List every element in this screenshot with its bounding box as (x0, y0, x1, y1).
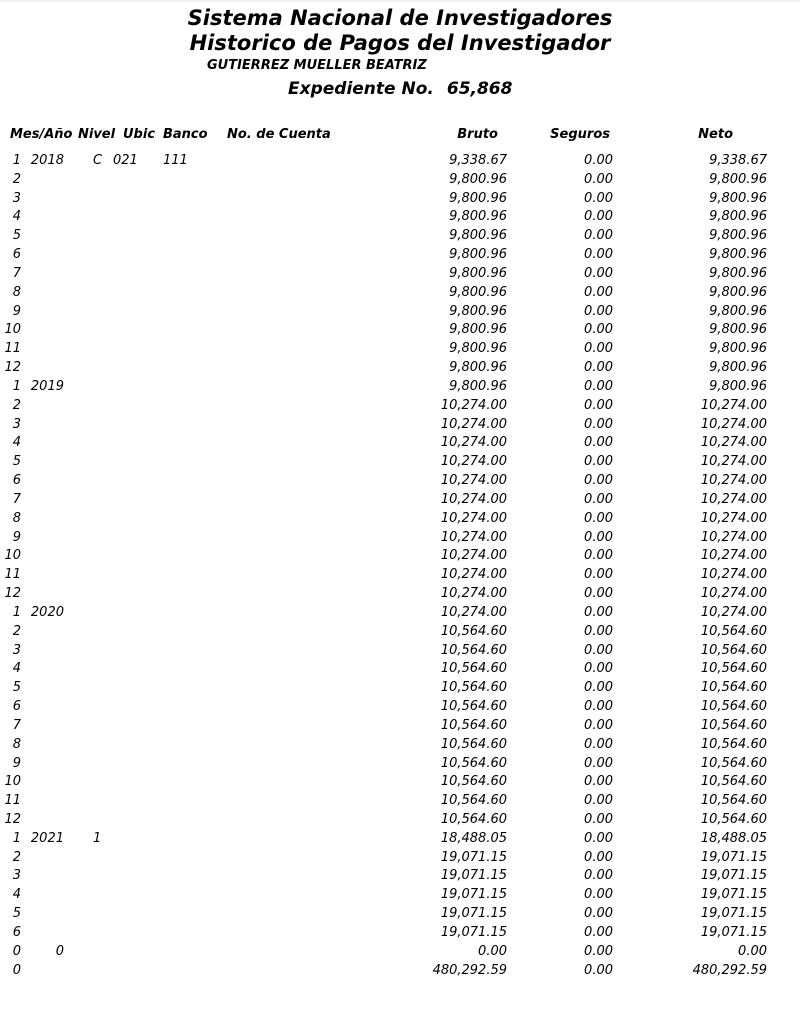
cell-bruto: 9,800.96 (449, 171, 507, 187)
column-header-bruto: Bruto (457, 127, 498, 142)
cell-bruto: 19,071.15 (440, 924, 507, 940)
cell-neto: 10,274.00 (700, 548, 767, 564)
cell-neto: 10,274.00 (700, 454, 767, 470)
cell-seguros: 0.00 (584, 642, 613, 658)
table-row (0, 472, 800, 491)
cell-nivel: 1 (93, 830, 102, 846)
cell-seguros: 0.00 (584, 661, 613, 677)
cell-bruto: 10,564.60 (440, 623, 507, 639)
cell-bruto: 10,274.00 (440, 510, 507, 526)
cell-neto: 19,071.15 (700, 906, 767, 922)
cell-mes: 6 (12, 473, 21, 489)
cell-neto: 9,800.96 (709, 265, 767, 281)
table-row (0, 397, 800, 416)
cell-seguros: 0.00 (584, 623, 613, 639)
cell-seguros: 0.00 (584, 284, 613, 300)
cell-bruto: 10,564.60 (440, 717, 507, 733)
cell-neto: 10,564.60 (700, 699, 767, 715)
cell-ano: 2021 (30, 830, 64, 846)
table-row (0, 547, 800, 566)
cell-neto: 10,274.00 (700, 416, 767, 432)
cell-ano: 0 (55, 943, 64, 959)
cell-mes: 10 (4, 774, 21, 790)
cell-mes: 11 (4, 793, 21, 809)
cell-seguros: 0.00 (584, 228, 613, 244)
cell-mes: 1 (12, 153, 21, 168)
cell-bruto: 10,274.00 (440, 473, 507, 489)
report-subtitle: Historico de Pagos del Investigador (189, 31, 611, 55)
cell-mes: 12 (4, 586, 21, 602)
table-row (0, 585, 800, 604)
table-row (0, 679, 800, 698)
cell-seguros: 0.00 (584, 473, 613, 489)
cell-neto: 10,274.00 (700, 435, 767, 451)
cell-mes: 3 (12, 190, 21, 206)
cell-bruto: 10,564.60 (440, 680, 507, 696)
cell-mes: 12 (4, 811, 21, 827)
cell-seguros: 0.00 (584, 454, 613, 470)
table-row (0, 642, 800, 661)
table-row (0, 303, 800, 322)
cell-neto: 10,564.60 (700, 736, 767, 752)
cell-ano: 2019 (30, 378, 64, 394)
cell-seguros: 0.00 (584, 943, 613, 959)
table-row (0, 208, 800, 227)
cell-bruto: 9,800.96 (449, 247, 507, 263)
table-row (0, 604, 800, 623)
cell-seguros: 0.00 (584, 924, 613, 940)
table-row (0, 321, 800, 340)
cell-mes: 0 (12, 962, 21, 978)
cell-mes: 4 (12, 209, 21, 225)
table-row (0, 924, 800, 943)
table-row (0, 246, 800, 265)
table-row (0, 152, 800, 171)
cell-bruto: 10,564.60 (440, 642, 507, 658)
cell-neto: 9,800.96 (709, 209, 767, 225)
cell-seguros: 0.00 (584, 567, 613, 583)
cell-neto: 9,800.96 (709, 322, 767, 338)
cell-seguros: 0.00 (584, 755, 613, 771)
cell-seguros: 0.00 (584, 793, 613, 809)
table-row (0, 491, 800, 510)
cell-bruto: 10,274.00 (440, 604, 507, 620)
cell-bruto: 10,564.60 (440, 699, 507, 715)
cell-seguros: 0.00 (584, 868, 613, 884)
cell-seguros: 0.00 (584, 491, 613, 507)
cell-mes: 10 (4, 548, 21, 564)
cell-seguros: 0.00 (584, 378, 613, 394)
cell-mes: 7 (12, 717, 21, 733)
table-row (0, 773, 800, 792)
cell-seguros: 0.00 (584, 699, 613, 715)
cell-mes: 10 (4, 322, 21, 338)
table-row (0, 227, 800, 246)
cell-bruto: 10,564.60 (440, 774, 507, 790)
cell-mes: 5 (12, 228, 21, 244)
cell-neto: 0.00 (738, 943, 767, 959)
table-row (0, 867, 800, 886)
cell-bruto: 9,800.96 (449, 360, 507, 376)
cell-seguros: 0.00 (584, 171, 613, 187)
cell-neto: 9,338.67 (709, 153, 767, 168)
cell-mes: 2 (12, 849, 21, 865)
cell-nivel: C (93, 153, 103, 168)
cell-mes: 8 (12, 736, 21, 752)
cell-neto: 10,274.00 (700, 567, 767, 583)
cell-neto: 10,564.60 (700, 755, 767, 771)
table-row (0, 849, 800, 868)
cell-mes: 5 (12, 454, 21, 470)
cell-seguros: 0.00 (584, 360, 613, 376)
cell-seguros: 0.00 (584, 341, 613, 357)
cell-seguros: 0.00 (584, 586, 613, 602)
cell-neto: 10,274.00 (700, 510, 767, 526)
table-row (0, 566, 800, 585)
cell-mes: 3 (12, 416, 21, 432)
table-row (0, 171, 800, 190)
cell-neto: 9,800.96 (709, 228, 767, 244)
cell-ubic: 021 (113, 153, 138, 168)
cell-seguros: 0.00 (584, 322, 613, 338)
cell-bruto: 10,274.00 (440, 435, 507, 451)
cell-neto: 9,800.96 (709, 171, 767, 187)
table-row (0, 190, 800, 209)
table-row (0, 453, 800, 472)
cell-seguros: 0.00 (584, 190, 613, 206)
cell-mes: 5 (12, 906, 21, 922)
cell-bruto: 10,564.60 (440, 811, 507, 827)
cell-neto: 19,071.15 (700, 868, 767, 884)
table-row (0, 905, 800, 924)
cell-bruto: 9,800.96 (449, 228, 507, 244)
cell-bruto: 10,274.00 (440, 454, 507, 470)
cell-seguros: 0.00 (584, 962, 613, 978)
cell-neto: 10,274.00 (700, 397, 767, 413)
cell-bruto: 10,564.60 (440, 736, 507, 752)
cell-bruto: 9,800.96 (449, 265, 507, 281)
cell-seguros: 0.00 (584, 811, 613, 827)
cell-bruto: 10,274.00 (440, 397, 507, 413)
column-header-ubic: Ubic (123, 127, 156, 142)
column-header-neto: Neto (698, 127, 733, 142)
cell-bruto: 9,800.96 (449, 190, 507, 206)
cell-mes: 4 (12, 435, 21, 451)
cell-seguros: 0.00 (584, 435, 613, 451)
cell-bruto: 0.00 (478, 943, 507, 959)
cell-bruto: 18,488.05 (440, 830, 507, 846)
cell-bruto: 10,564.60 (440, 793, 507, 809)
table-row (0, 529, 800, 548)
cell-banco: 111 (163, 153, 188, 168)
cell-mes: 0 (12, 943, 21, 959)
column-header-cuenta: No. de Cuenta (227, 127, 331, 142)
cell-seguros: 0.00 (584, 303, 613, 319)
table-row (0, 830, 800, 849)
cell-bruto: 10,274.00 (440, 567, 507, 583)
cell-mes: 6 (12, 924, 21, 940)
cell-bruto: 10,564.60 (440, 755, 507, 771)
cell-mes: 3 (12, 642, 21, 658)
cell-seguros: 0.00 (584, 680, 613, 696)
table-header-row (0, 127, 800, 144)
cell-seguros: 0.00 (584, 887, 613, 903)
table-row (0, 698, 800, 717)
cell-bruto: 9,800.96 (449, 284, 507, 300)
expediente-line (288, 79, 512, 99)
table-row (0, 886, 800, 905)
column-header-nivel: Nivel (78, 127, 116, 142)
cell-mes: 2 (12, 623, 21, 639)
table-row (0, 623, 800, 642)
cell-bruto: 10,274.00 (440, 548, 507, 564)
page-top-edge (0, 0, 800, 2)
cell-seguros: 0.00 (584, 265, 613, 281)
table-row (0, 284, 800, 303)
cell-mes: 1 (12, 604, 21, 620)
cell-neto: 9,800.96 (709, 378, 767, 394)
cell-seguros: 0.00 (584, 529, 613, 545)
cell-mes: 2 (12, 397, 21, 413)
cell-seguros: 0.00 (584, 849, 613, 865)
cell-mes: 7 (12, 491, 21, 507)
cell-bruto: 9,800.96 (449, 322, 507, 338)
cell-seguros: 0.00 (584, 604, 613, 620)
cell-seguros: 0.00 (584, 209, 613, 225)
cell-mes: 6 (12, 247, 21, 263)
cell-neto: 18,488.05 (700, 830, 767, 846)
cell-mes: 3 (12, 868, 21, 884)
cell-bruto: 9,800.96 (449, 378, 507, 394)
column-header-seguros: Seguros (550, 127, 610, 142)
cell-neto: 10,564.60 (700, 661, 767, 677)
cell-neto: 19,071.15 (700, 849, 767, 865)
cell-mes: 9 (12, 529, 21, 545)
cell-seguros: 0.00 (584, 548, 613, 564)
table-row (0, 755, 800, 774)
expediente-number: 65,868 (446, 79, 513, 99)
table-row (0, 811, 800, 830)
cell-mes: 1 (12, 830, 21, 846)
cell-neto: 10,274.00 (700, 529, 767, 545)
cell-neto: 10,564.60 (700, 717, 767, 733)
cell-bruto: 19,071.15 (440, 868, 507, 884)
cell-ano: 2020 (30, 604, 64, 620)
cell-neto: 9,800.96 (709, 284, 767, 300)
cell-mes: 9 (12, 755, 21, 771)
cell-neto: 10,564.60 (700, 623, 767, 639)
cell-seguros: 0.00 (584, 736, 613, 752)
cell-bruto: 9,800.96 (449, 303, 507, 319)
table-row (0, 265, 800, 284)
cell-ano: 2018 (30, 153, 64, 168)
cell-bruto: 10,274.00 (440, 491, 507, 507)
cell-mes: 5 (12, 680, 21, 696)
cell-neto: 9,800.96 (709, 303, 767, 319)
cell-seguros: 0.00 (584, 830, 613, 846)
table-row (0, 943, 800, 962)
cell-mes: 8 (12, 510, 21, 526)
cell-bruto: 19,071.15 (440, 906, 507, 922)
expediente-label: Expediente No. (288, 79, 434, 99)
cell-neto: 480,292.59 (692, 962, 767, 978)
cell-mes: 6 (12, 699, 21, 715)
cell-bruto: 9,800.96 (449, 209, 507, 225)
table-row (0, 962, 800, 981)
cell-neto: 10,564.60 (700, 811, 767, 827)
cell-mes: 11 (4, 341, 21, 357)
cell-neto: 10,274.00 (700, 491, 767, 507)
cell-neto: 10,564.60 (700, 793, 767, 809)
cell-mes: 12 (4, 360, 21, 376)
report-title: Sistema Nacional de Investigadores (187, 6, 613, 30)
table-row (0, 378, 800, 397)
cell-seguros: 0.00 (584, 247, 613, 263)
cell-mes: 9 (12, 303, 21, 319)
cell-seguros: 0.00 (584, 397, 613, 413)
table-row (0, 434, 800, 453)
table-row (0, 416, 800, 435)
cell-bruto: 10,274.00 (440, 586, 507, 602)
table-row (0, 736, 800, 755)
cell-neto: 19,071.15 (700, 924, 767, 940)
cell-mes: 1 (12, 378, 21, 394)
column-header-banco: Banco (163, 127, 208, 142)
cell-mes: 2 (12, 171, 21, 187)
cell-neto: 10,564.60 (700, 680, 767, 696)
cell-seguros: 0.00 (584, 153, 613, 168)
cell-seguros: 0.00 (584, 906, 613, 922)
investigator-name: GUTIERREZ MUELLER BEATRIZ (207, 58, 427, 73)
table-row (0, 340, 800, 359)
table-body (0, 152, 800, 980)
cell-bruto: 19,071.15 (440, 849, 507, 865)
cell-neto: 9,800.96 (709, 341, 767, 357)
cell-neto: 10,564.60 (700, 642, 767, 658)
table-row (0, 717, 800, 736)
cell-neto: 10,564.60 (700, 774, 767, 790)
cell-neto: 10,274.00 (700, 473, 767, 489)
table-row (0, 792, 800, 811)
cell-bruto: 9,800.96 (449, 341, 507, 357)
cell-seguros: 0.00 (584, 774, 613, 790)
cell-seguros: 0.00 (584, 510, 613, 526)
cell-bruto: 10,274.00 (440, 416, 507, 432)
cell-mes: 7 (12, 265, 21, 281)
cell-mes: 4 (12, 661, 21, 677)
cell-mes: 8 (12, 284, 21, 300)
cell-mes: 4 (12, 887, 21, 903)
cell-neto: 9,800.96 (709, 360, 767, 376)
cell-seguros: 0.00 (584, 416, 613, 432)
cell-bruto: 10,564.60 (440, 661, 507, 677)
cell-mes: 11 (4, 567, 21, 583)
column-header-mes-ano: Mes/Año (10, 127, 73, 142)
cell-neto: 9,800.96 (709, 190, 767, 206)
cell-bruto: 480,292.59 (432, 962, 507, 978)
table-row (0, 359, 800, 378)
cell-bruto: 19,071.15 (440, 887, 507, 903)
cell-neto: 9,800.96 (709, 247, 767, 263)
cell-neto: 10,274.00 (700, 586, 767, 602)
cell-neto: 19,071.15 (700, 887, 767, 903)
cell-bruto: 10,274.00 (440, 529, 507, 545)
table-row (0, 510, 800, 529)
cell-neto: 10,274.00 (700, 604, 767, 620)
table-row (0, 660, 800, 679)
cell-seguros: 0.00 (584, 717, 613, 733)
cell-bruto: 9,338.67 (449, 153, 507, 168)
